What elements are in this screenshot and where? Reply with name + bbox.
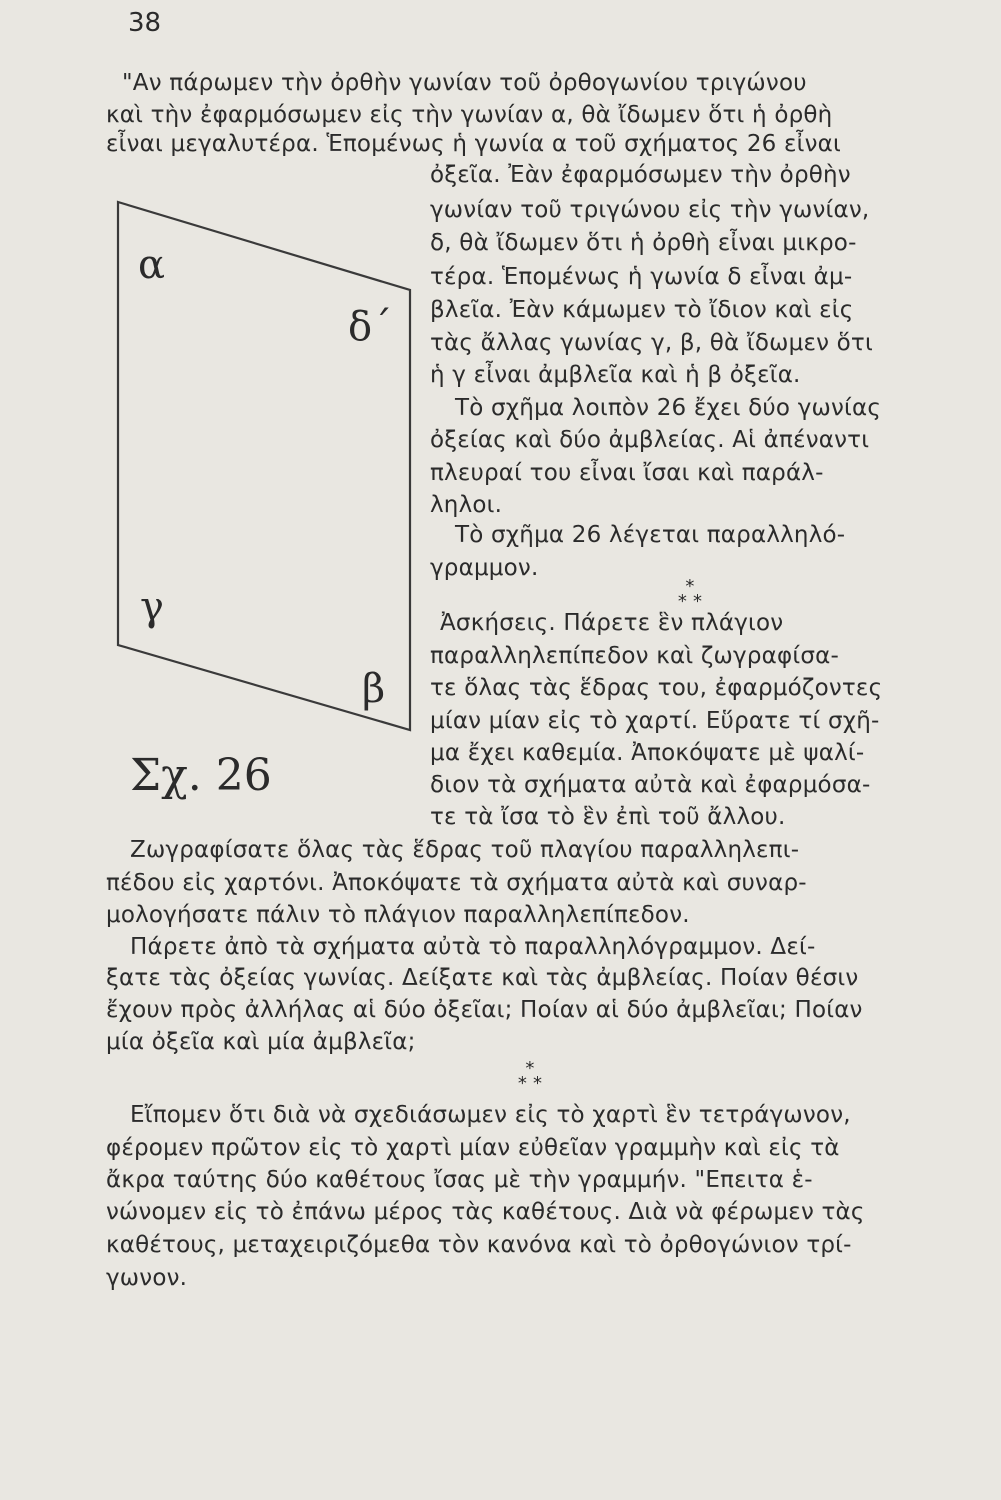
exercises-line: Ἀσκήσεις. Πάρετε ἓν πλάγιον xyxy=(440,610,784,636)
text-line: Τὸ σχῆμα 26 λέγεται παραλληλό- xyxy=(455,522,846,548)
angle-label-g: γ xyxy=(140,584,164,630)
text-line: μία ὀξεῖα καὶ μία ἀμβλεῖα; xyxy=(106,1029,416,1055)
section-separator: * * xyxy=(517,1073,543,1094)
text-line: νώνομεν εἰς τὸ ἐπάνω μέρος τὰς καθέτους. Διὰ νὰ φέρωμεν τὰς xyxy=(106,1199,865,1225)
angle-label-b: β xyxy=(362,666,386,712)
exercises-line: παραλληλεπίπεδον καὶ ζωγραφίσα- xyxy=(430,643,839,669)
text-line: "Αν πάρωμεν τὴν ὀρθὴν γωνίαν τοῦ ὀρθογωνίου τριγώνου xyxy=(122,70,807,96)
text-line: Εἴπομεν ὅτι διὰ νὰ σχεδιάσωμεν εἰς τὸ χαρτὶ ἓν τετράγωνον, xyxy=(130,1102,851,1128)
text-line: ἔχουν πρὸς ἀλλήλας αἱ δύο ὀξεῖαι; Ποίαν αἱ δύο ἀμβλεῖαι; Ποίαν xyxy=(106,997,863,1023)
text-line: καὶ τὴν ἐφαρμόσωμεν εἰς τὴν γωνίαν α, θὰ ἴδωμεν ὅτι ἡ ὀρθὴ xyxy=(106,102,833,128)
text-line: μολογήσατε πάλιν τὸ πλάγιον παραλληλεπίπεδον. xyxy=(106,902,690,928)
text-line: τὰς ἄλλας γωνίας γ, β, θὰ ἴδωμεν ὅτι xyxy=(430,330,873,356)
text-line: Πάρετε ἀπὸ τὰ σχήματα αὐτὰ τὸ παραλληλόγραμμον. Δεί- xyxy=(130,934,816,960)
text-line: δ, θὰ ἴδωμεν ὅτι ἡ ὀρθὴ εἶναι μικρο- xyxy=(430,230,857,256)
section-separator-top: * xyxy=(525,1058,535,1079)
text-line: καθέτους, μεταχειριζόμεθα τὸν κανόνα καὶ τὸ ὀρθογώνιον τρί- xyxy=(106,1232,852,1258)
text-line: γωνον. xyxy=(106,1265,188,1291)
text-line: Ζωγραφίσατε ὅλας τὰς ἕδρας τοῦ πλαγίου παραλληλεπι- xyxy=(130,837,800,863)
text-line: γραμμον. xyxy=(430,555,539,581)
text-line: ἄκρα ταύτης δύο καθέτους ἴσας μὲ τὴν γραμμήν. "Επειτα ἑ- xyxy=(106,1167,813,1193)
text-line: τέρα. Ἑπομένως ἡ γωνία δ εἶναι ἀμ- xyxy=(430,264,853,290)
parallelogram-figure xyxy=(100,190,430,810)
angle-label-a: α xyxy=(138,242,166,288)
section-separator-top: * xyxy=(685,576,695,597)
exercises-line: διον τὰ σχήματα αὐτὰ καὶ ἐφαρμόσα- xyxy=(430,772,871,798)
exercises-line: τε τὰ ἴσα τὸ ἓν ἐπὶ τοῦ ἄλλου. xyxy=(430,804,786,830)
text-line: γωνίαν τοῦ τριγώνου εἰς τὴν γωνίαν, xyxy=(430,197,870,223)
text-line: βλεῖα. Ἐὰν κάμωμεν τὸ ἴδιον καὶ εἰς xyxy=(430,297,854,323)
text-line: φέρομεν πρῶτον εἰς τὸ χαρτὶ μίαν εὐθεῖαν γραμμὴν καὶ εἰς τὰ xyxy=(106,1135,840,1161)
text-line: πέδου εἰς χαρτόνι. Ἀποκόψατε τὰ σχήματα αὐτὰ καὶ συναρ- xyxy=(106,870,807,896)
section-separator: * * xyxy=(677,591,703,612)
angle-label-d: δ΄ xyxy=(348,304,393,350)
text-line: Τὸ σχῆμα λοιπὸν 26 ἔχει δύο γωνίας xyxy=(455,395,882,421)
text-line: πλευραί του εἶναι ἴσαι καὶ παράλ- xyxy=(430,460,824,486)
text-line: ὀξεῖα. Ἐὰν ἐφαρμόσωμεν τὴν ὀρθὴν xyxy=(430,162,851,188)
text-line: ξατε τὰς ὀξείας γωνίας. Δείξατε καὶ τὰς ἀμβλείας. Ποίαν θέσιν xyxy=(106,965,859,991)
text-line: εἶναι μεγαλυτέρα. Ἑπομένως ἡ γωνία α τοῦ σχήματος 26 εἶναι xyxy=(106,131,842,157)
text-line: ληλοι. xyxy=(430,492,503,518)
page-number: 38 xyxy=(128,8,162,38)
text-line: ἡ γ εἶναι ἀμβλεῖα καὶ ἡ β ὀξεῖα. xyxy=(430,362,801,388)
figure-caption: Σχ. 26 xyxy=(130,750,272,801)
text-line: ὀξείας καὶ δύο ἀμβλείας. Αἱ ἀπέναντι xyxy=(430,427,870,453)
exercises-line: τε ὅλας τὰς ἕδρας του, ἐφαρμόζοντες xyxy=(430,675,883,701)
exercises-line: μα ἔχει καθεμία. Ἀποκόψατε μὲ ψαλί- xyxy=(430,740,865,766)
exercises-line: μίαν μίαν εἰς τὸ χαρτί. Εὕρατε τί σχῆ- xyxy=(430,708,880,734)
